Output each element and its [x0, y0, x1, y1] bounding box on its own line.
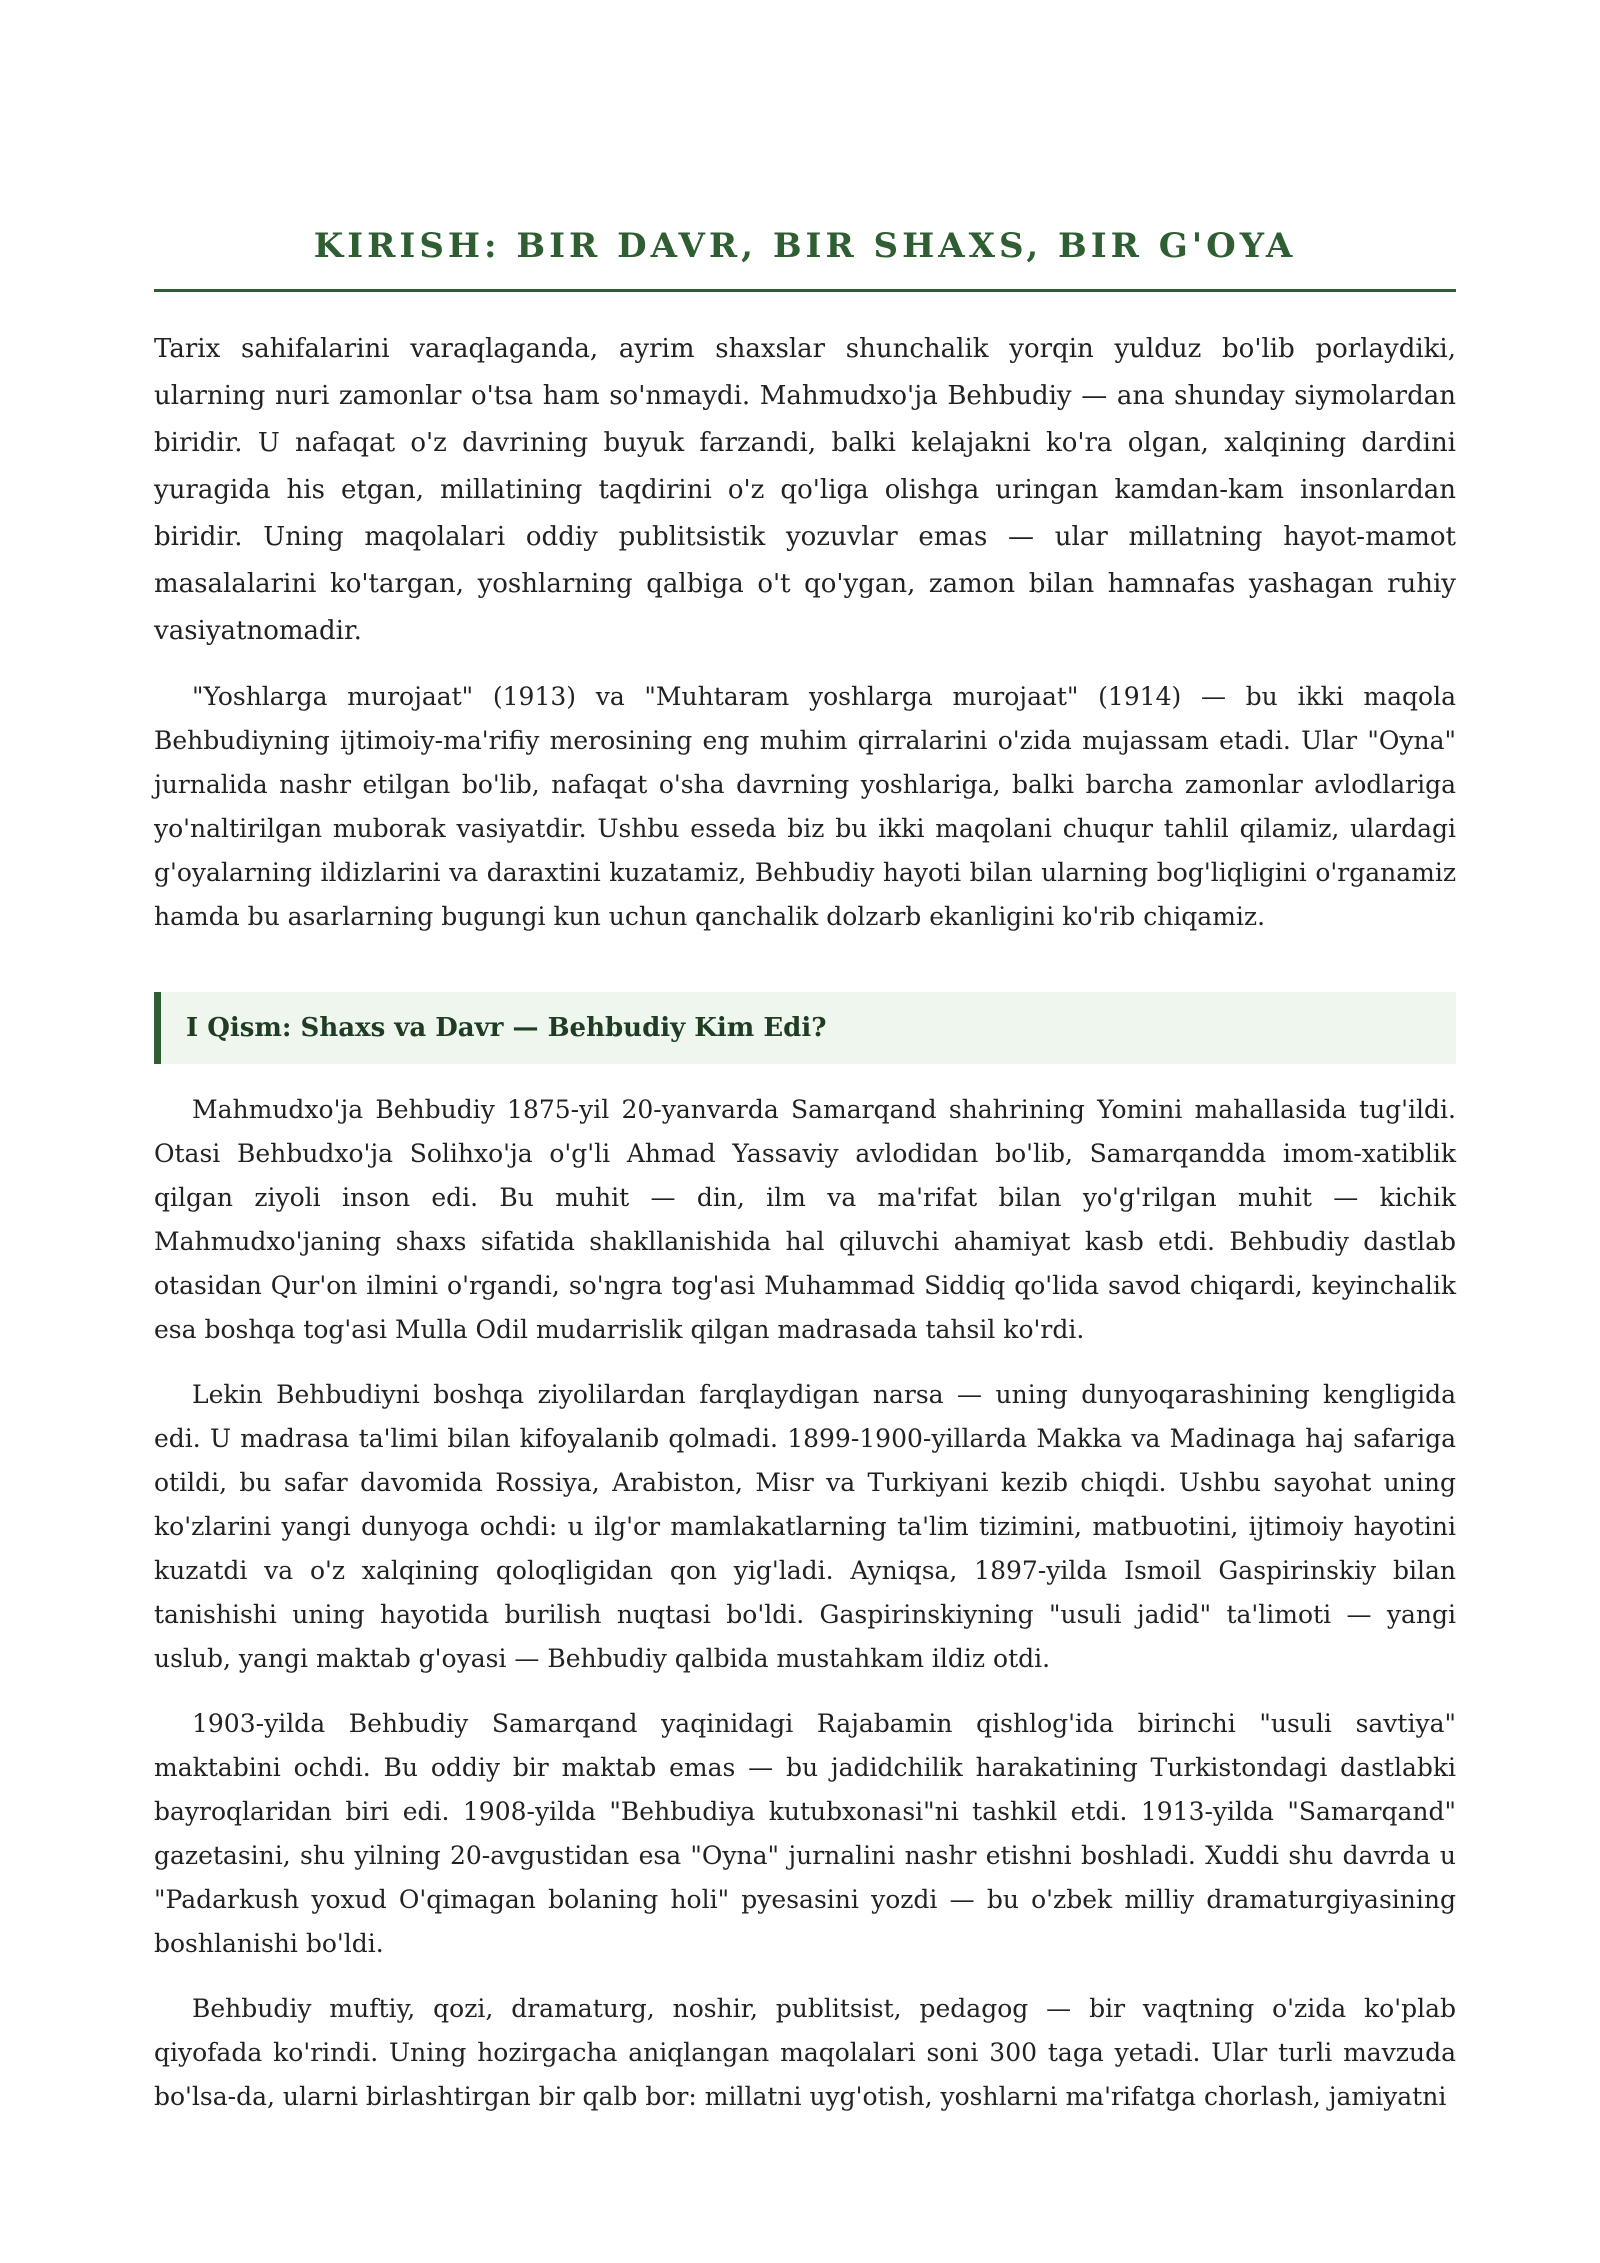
body-paragraph: Behbudiy muftiy, qozi, dramaturg, noshir, publitsist, pedagog — bir vaqtning o'zida ko'plab qiyofada ko'rindi. Uning hozirgacha aniqlangan maqolalari soni 300 taga yetadi. Ular turli mavzuda bo'lsa-da, ularni birlashtirgan bir qalb bor: millatni uyg'otish, yoshlarni ma'rifatga chorlash, jamiyatni — [154, 1994, 1456, 2111]
body-paragraph: Lekin Behbudiyni boshqa ziyolilardan farqlaydigan narsa — uning dunyoqarashining kengligida edi. U madrasa ta'limi bilan kifoyalanib qolmadi. 1899-1900-yillarda Makka va Madinaga haj safariga otildi, bu safar davomida Rossiya, Arabiston, Misr va Turkiyani kezib chiqdi. Ushbu sayohat uning ko'zlarini yangi dunyoga ochdi: u ilg'or mamlakatlarning ta'lim tizimini, matbuotini, ijtimoiy hayotini kuzatdi va o'z xalqining qoloqligidan qon yig'ladi. Ayniqsa, 1897-yilda Ismoil Gaspirinskiy bilan tanishishi uning hayotida burilish nuqtasi bo'ldi. Gaspirinskiyning "usuli jadid" ta'limoti — yangi uslub, yangi maktab g'oyasi — Behbudiy qalbida mustahkam ildiz otdi. — [154, 1380, 1456, 1673]
intro-paragraph: "Yoshlarga murojaat" (1913) va "Muhtaram yoshlarga murojaat" (1914) — bu ikki maqola Behbudiyning ijtimoiy-ma'rifiy merosining eng muhim qirralarini o'zida mujassam etadi. Ular "Oyna" jurnalida nashr etilgan bo'lib, nafaqat o'sha davrning yoshlariga, balki barcha zamonlar avlodlariga yo'naltirilgan muborak vasiyatdir. Ushbu esseda biz bu ikki maqolani chuqur tahlil qilamiz, ulardagi g'oyalarning ildizlarini va daraxtini kuzatamiz, Behbudiy hayoti bilan ularning bog'liqligini o'rganamiz hamda bu asarlarning bugungi kun uchun qanchalik dolzarb ekanligini ko'rib chiqamiz. — [154, 682, 1456, 931]
section-body — [154, 1088, 1456, 2140]
page-title: KIRISH: BIR DAVR, BIR SHAXS, BIR G'OYA — [313, 226, 1297, 266]
intro-section — [154, 326, 1456, 959]
body-paragraph: Mahmudxo'ja Behbudiy 1875-yil 20-yanvarda Samarqand shahrining Yomini mahallasida tug'ildi. Otasi Behbudxo'ja Solihxo'ja o'g'li Ahmad Yassaviy avlodidan bo'lib, Samarqandda imom-xatiblik qilgan ziyoli inson edi. Bu muhit — din, ilm va ma'rifat bilan yo'g'rilgan muhit — kichik Mahmudxo'janing shaxs sifatida shakllanishida hal qiluvchi ahamiyat kasb etdi. Behbudiy dastlab otasidan Qur'on ilmini o'rgandi, so'ngra tog'asi Muhammad Siddiq qo'lida savod chiqardi, keyinchalik esa boshqa tog'asi Mulla Odil mudarrislik qilgan madrasada tahsil ko'rdi. — [154, 1095, 1456, 1344]
title-divider — [154, 289, 1456, 292]
body-paragraph: 1903-yilda Behbudiy Samarqand yaqinidagi Rajabamin qishlog'ida birinchi "usuli savtiya" maktabini ochdi. Bu oddiy bir maktab emas — bu jadidchilik harakatining Turkistondagi dastlabki bayroqlaridan biri edi. 1908-yilda "Behbudiya kutubxonasi"ni tashkil etdi. 1913-yilda "Samarqand" gazetasini, shu yilning 20-avgustidan esa "Oyna" jurnalini nashr etishni boshladi. Xuddi shu davrda u "Padarkush yoxud O'qimagan bolaning holi" pyesasini yozdi — bu o'zbek milliy dramaturgiyasining boshlanishi bo'ldi. — [154, 1709, 1456, 1958]
section-heading: I Qism: Shaxs va Davr — Behbudiy Kim Edi? — [154, 992, 1456, 1064]
intro-paragraph: Tarix sahifalarini varaqlaganda, ayrim shaxslar shunchalik yorqin yulduz bo'lib porlaydiki, ularning nuri zamonlar o'tsa ham so'nmaydi. Mahmudxo'ja Behbudiy — ana shunday siymolardan biridir. U nafaqat o'z davrining buyuk farzandi, balki kelajakni ko'ra olgan, xalqining dardini yuragida his etgan, millatining taqdirini o'z qo'liga olishga uringan kamdan-kam insonlardan biridir. Uning maqolalari oddiy publitsistik yozuvlar emas — ular millatning hayot-mamot masalalarini ko'targan, yoshlarning qalbiga o't qo'ygan, zamon bilan hamnafas yashagan ruhiy vasiyatnomadir. — [154, 334, 1456, 646]
